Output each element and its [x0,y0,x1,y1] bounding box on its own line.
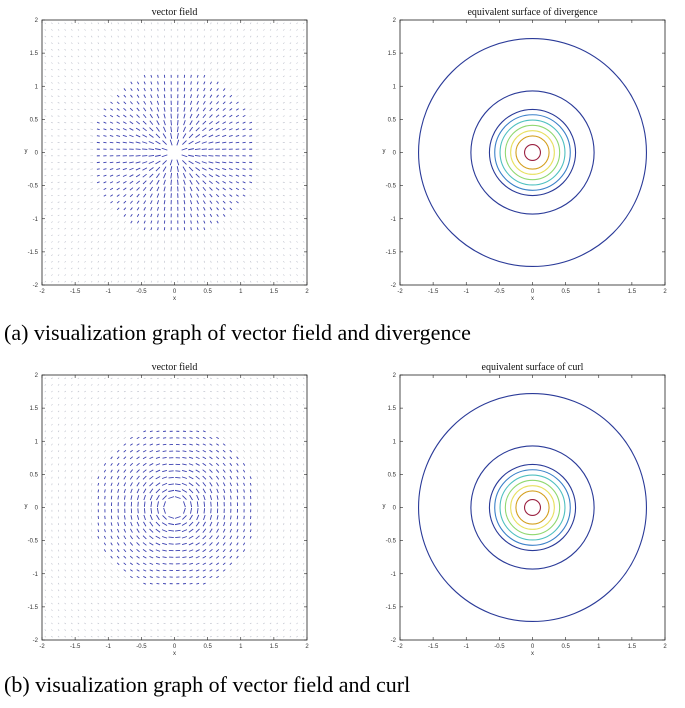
x-tick-label: -0.5 [494,289,505,295]
vector-arrow [171,180,172,185]
x-tick-label: -1 [105,289,111,295]
plot-title: vector field [151,7,198,18]
vector-arrow [164,88,165,91]
x-tick-label: -0.5 [136,289,147,295]
y-tick-label: 1 [392,84,396,91]
y-tick-label: 1.5 [29,406,38,413]
plot-frame [400,375,665,640]
vector-arrow [169,537,174,538]
vector-arrow [164,214,165,217]
plot-title: equivalent surface of curl [481,362,584,373]
x-tick-label: 2 [663,644,667,650]
y-tick-label: -1.5 [385,604,396,611]
plot-vector-field-curl [12,357,322,657]
x-tick-label: -1.5 [427,644,439,650]
vector-arrow [158,227,159,230]
vector-arrow [237,516,238,519]
vector-arrow [184,214,185,217]
y-tick-label: -1.5 [27,249,38,256]
y-tick-label: 1.5 [387,406,396,413]
x-tick-label: 0.5 [561,289,570,295]
x-tick-label: -2 [397,644,403,650]
y-tick-label: -1.5 [385,249,396,256]
vector-arrow [111,496,112,499]
vector-arrow [204,508,205,513]
plot-frame [42,20,307,285]
y-axis-label: y [24,148,28,155]
x-axis-label: x [173,296,176,302]
x-tick-label: 2 [305,644,309,650]
y-tick-label: -1 [390,571,396,578]
x-tick-label: 1.5 [269,644,279,650]
vector-arrow [163,444,166,445]
vector-arrow [171,120,172,125]
x-tick-label: 0 [172,644,177,650]
y-tick-label: 0.5 [387,472,396,479]
x-tick-label: -1 [463,644,469,650]
plot-divergence-contour [370,2,680,302]
y-tick-label: -1 [32,216,38,223]
plot-title: vector field [151,362,198,373]
vector-arrow [249,169,252,170]
y-axis-label: y [24,503,28,510]
y-tick-label: 2 [34,373,38,379]
vector-arrow [236,162,239,163]
caption-b: (b) visualization graph of vector field and curl [4,672,411,697]
y-tick-label: 1 [392,439,396,446]
y-tick-label: 0 [34,150,38,157]
plot-curl-contour [370,357,680,657]
y-tick-label: -1 [390,216,396,223]
y-tick-label: 1 [34,439,38,446]
vector-arrow [190,583,193,584]
vector-arrow [97,169,100,170]
vector-arrow [249,136,252,137]
vector-arrow [144,508,145,513]
vector-arrow [98,523,99,526]
x-tick-label: -0.5 [494,644,505,650]
vector-arrow [204,502,205,507]
y-tick-label: -2 [390,283,396,289]
vector-arrow [142,156,147,157]
x-tick-label: 0.5 [561,644,570,650]
y-tick-label: -0.5 [385,183,396,190]
vector-arrow [111,516,112,519]
vector-field-plot-a [12,2,322,302]
vector-arrow [157,431,160,432]
vector-arrow [175,477,180,478]
y-tick-label: 0 [392,505,396,512]
y-tick-label: 2 [34,18,38,24]
vector-arrow [144,502,145,507]
y-tick-label: -0.5 [27,538,38,545]
x-tick-label: 0.5 [203,644,212,650]
vector-arrow [184,88,185,91]
y-axis-label: y [382,503,386,510]
y-axis-label: y [382,148,386,155]
vector-arrow [175,537,180,538]
vector-arrow [183,444,186,445]
vector-arrow [183,570,186,571]
x-tick-label: -1.5 [69,644,81,650]
vector-arrow [202,149,207,150]
x-tick-label: 2 [663,289,667,295]
x-tick-label: 1.5 [627,289,637,295]
vector-arrow [191,227,192,230]
y-tick-label: 2 [392,18,396,24]
x-axis-label: x [531,651,534,657]
plot-frame [400,20,665,285]
x-tick-label: 1 [239,289,243,295]
curl-contour-plot [370,357,680,657]
x-tick-label: 1.5 [269,289,279,295]
vector-arrow [110,162,113,163]
y-tick-label: 0.5 [387,117,396,124]
y-tick-label: -0.5 [385,538,396,545]
y-tick-label: 1.5 [29,51,38,58]
vector-arrow [202,156,207,157]
vector-arrow [142,149,147,150]
x-tick-label: -2 [397,289,403,295]
vector-field-plot-b [12,357,322,657]
x-tick-label: -2 [39,644,45,650]
y-tick-label: 1 [34,84,38,91]
vector-arrow [178,180,179,185]
y-tick-label: -1.5 [27,604,38,611]
y-tick-label: -2 [32,283,38,289]
x-tick-label: -1 [105,644,111,650]
y-tick-label: 0.5 [29,117,38,124]
plot-frame [42,375,307,640]
vector-arrow [190,431,193,432]
x-tick-label: 1.5 [627,644,637,650]
vector-arrow [97,136,100,137]
x-tick-label: 0 [172,289,177,295]
x-axis-label: x [531,296,534,302]
y-tick-label: 1.5 [387,51,396,58]
y-tick-label: -1 [32,571,38,578]
x-tick-label: 0 [530,289,535,295]
x-tick-label: -1.5 [69,289,81,295]
vector-arrow [236,142,239,143]
x-tick-label: 2 [305,289,309,295]
vector-arrow [250,490,251,493]
x-tick-label: -2 [39,289,45,295]
x-tick-label: -1 [463,289,469,295]
vector-arrow [157,583,160,584]
x-axis-label: x [173,651,176,657]
x-tick-label: 1 [597,644,601,650]
x-tick-label: 0 [530,644,535,650]
x-tick-label: 0.5 [203,289,212,295]
y-tick-label: 0.5 [29,472,38,479]
vector-arrow [178,120,179,125]
y-tick-label: 2 [392,373,396,379]
x-tick-label: 1 [597,289,601,295]
vector-arrow [169,477,174,478]
x-tick-label: -1.5 [427,289,439,295]
y-tick-label: -2 [32,638,38,644]
vector-arrow [250,523,251,526]
y-tick-label: 0 [392,150,396,157]
y-tick-label: -0.5 [27,183,38,190]
vector-arrow [191,75,192,78]
vector-arrow [163,570,166,571]
x-tick-label: -0.5 [136,644,147,650]
vector-arrow [237,496,238,499]
plot-vector-field-divergence [12,2,322,302]
vector-arrow [158,75,159,78]
plot-title: equivalent surface of divergence [467,7,598,18]
caption-a: (a) visualization graph of vector field and divergence [4,320,471,345]
divergence-contour-plot [370,2,680,302]
y-tick-label: 0 [34,505,38,512]
vector-arrow [110,142,113,143]
y-tick-label: -2 [390,638,396,644]
x-tick-label: 1 [239,644,243,650]
vector-arrow [98,490,99,493]
